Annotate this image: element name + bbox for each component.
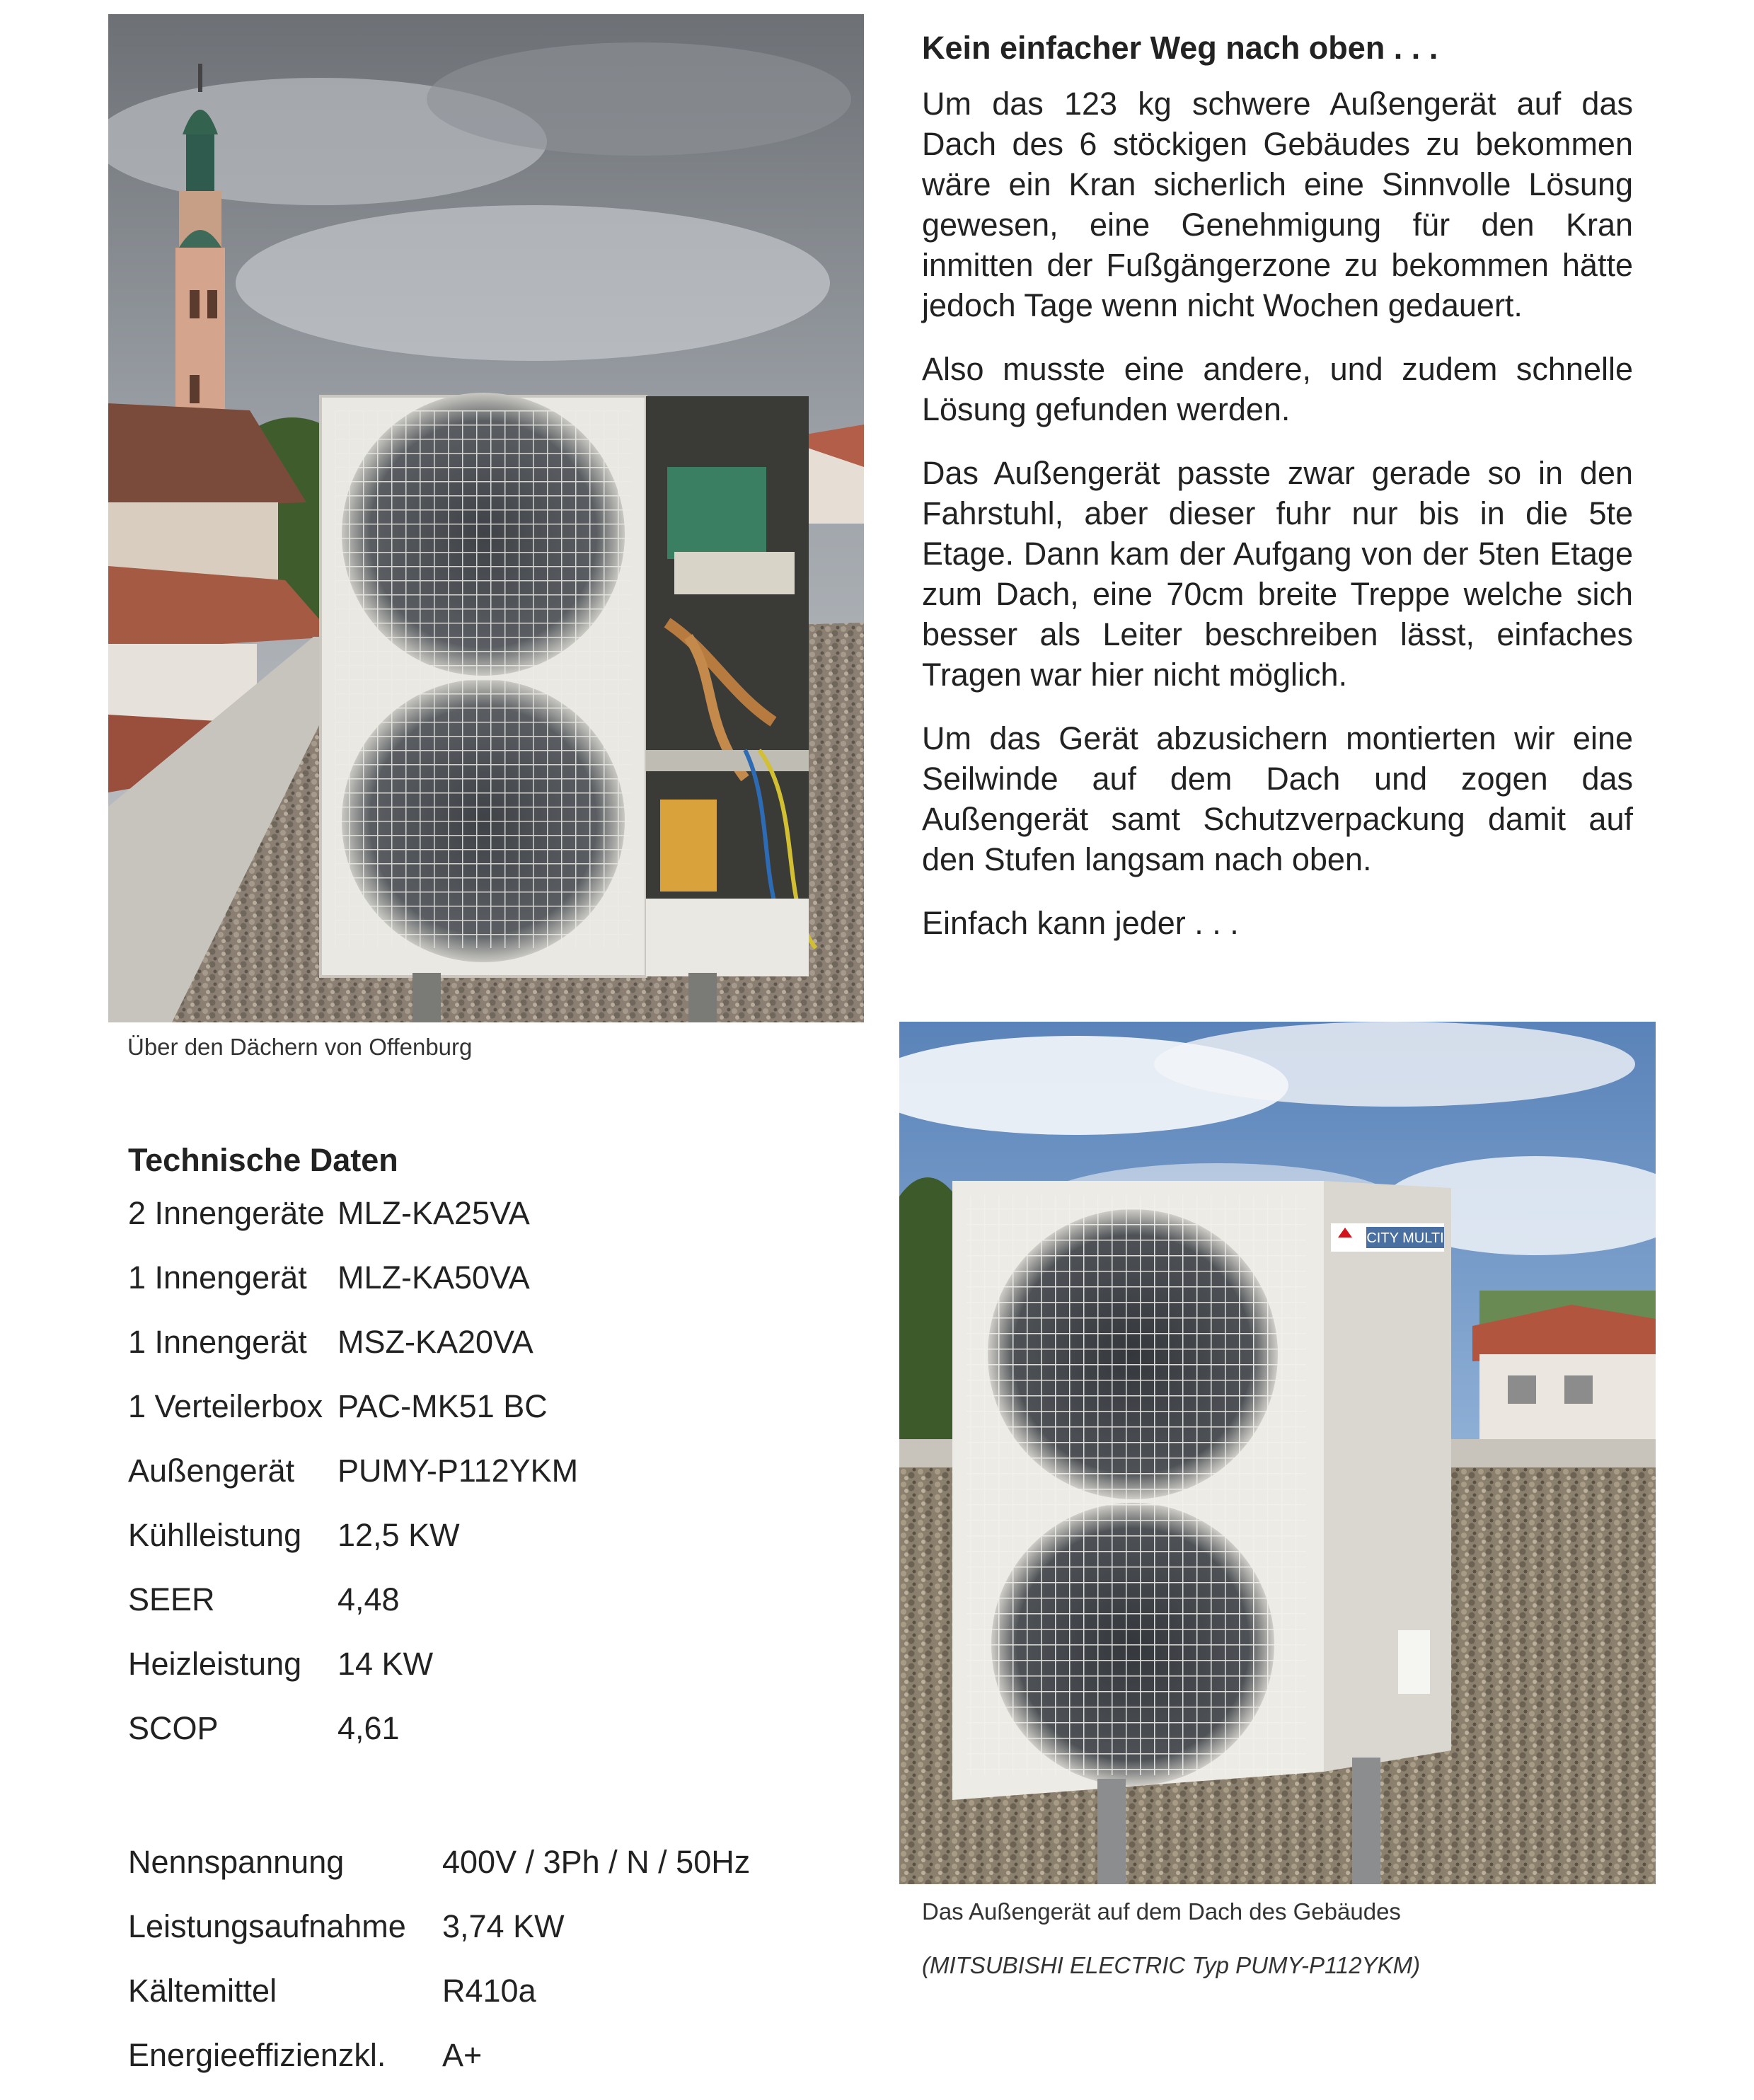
spec-value: R410a (442, 1973, 536, 2009)
spec-label: Heizleistung (128, 1646, 302, 1682)
spec-label: SCOP (128, 1710, 219, 1746)
photo1-caption: Über den Dächern von Offenburg (127, 1034, 473, 1060)
photo-outdoor-unit (899, 1022, 1656, 1884)
spec-label: Kühlleistung (128, 1517, 302, 1553)
article-paragraph: Um das Gerät abzusichern montierten wir eine Seilwinde auf dem Dach und zogen das Außengerät samt Schutzverpackung damit auf den Stufen langsam nach oben. (922, 720, 1633, 877)
rooftop-unit-open-image (108, 14, 864, 1022)
spec-row (128, 1387, 871, 1451)
spec-value: 4,48 (337, 1581, 400, 1617)
spec-value: MLZ-KA25VA (337, 1195, 530, 1231)
spec-row (128, 1971, 871, 2036)
spec-row (128, 1842, 871, 1907)
spec-value: MLZ-KA50VA (337, 1259, 530, 1296)
spec-label: 1 Innengerät (128, 1324, 307, 1360)
spec-label: Außengerät (128, 1453, 295, 1489)
city-multi-logo: CITY MULTI (1366, 1230, 1444, 1246)
article-paragraph: Also musste eine andere, und zudem schnelle Lösung gefunden werden. (922, 351, 1633, 427)
article-text (922, 28, 1633, 967)
spec-row (128, 1907, 871, 1971)
spec-label: SEER (128, 1581, 215, 1617)
technical-data-title: Technische Daten (128, 1142, 398, 1178)
technical-data (128, 1141, 871, 1773)
photo-offenburg-rooftop (108, 14, 864, 1022)
spec-label: 1 Innengerät (128, 1259, 307, 1296)
spec-value: PUMY-P112YKM (337, 1453, 579, 1489)
spec-row (128, 1258, 871, 1322)
spec-value: 4,61 (337, 1710, 400, 1746)
spec-value: 3,74 KW (442, 1908, 565, 1944)
electrical-data (128, 1842, 871, 2100)
spec-value: A+ (442, 2037, 483, 2073)
spec-label: Leistungsaufnahme (128, 1908, 406, 1944)
spec-label: Nennspannung (128, 1844, 345, 1880)
spec-row (128, 1322, 871, 1387)
article-paragraph: Das Außengerät passte zwar gerade so in den Fahrstuhl, aber dieser fuhr nur bis in die 5te Etage. Dann kam der Aufgang von der 5ten Etage zum Dach, eine 70cm breite Treppe welche sich besser als Leiter beschreiben lässt, einfaches Tragen war hier nicht möglich. (922, 455, 1633, 693)
article-closing: Einfach kann jeder . . . (922, 905, 1239, 941)
spec-value: 400V / 3Ph / N / 50Hz (442, 1844, 751, 1880)
spec-row (128, 1580, 871, 1644)
mitsubishi-unit-image (899, 1022, 1656, 1884)
spec-value: 12,5 KW (337, 1517, 460, 1553)
spec-row (128, 1451, 871, 1516)
spec-row (128, 1644, 871, 1709)
spec-row (128, 1194, 871, 1258)
spec-row (128, 1516, 871, 1580)
spec-value: MSZ-KA20VA (337, 1324, 533, 1360)
spec-label: Energieeffizienzkl. (128, 2037, 386, 2073)
spec-value: PAC-MK51 BC (337, 1388, 548, 1424)
spec-row (128, 1709, 871, 1773)
spec-row (128, 2036, 871, 2100)
spec-label: Kältemittel (128, 1973, 277, 2009)
article-paragraph: Um das 123 kg schwere Außengerät auf das Dach des 6 stöckigen Gebäudes zu bekommen wäre ein Kran sicherlich eine Sinnvolle Lösung gewesen, eine Genehmigung für den Kran inmitten der Fußgängerzone zu bekommen hätte jedoch Tage wenn nicht Wochen gedauert. (922, 86, 1633, 323)
spec-value: 14 KW (337, 1646, 434, 1682)
spec-label: 1 Verteilerbox (128, 1388, 323, 1424)
photo2-caption: Das Außengerät auf dem Dach des Gebäudes (922, 1898, 1401, 1925)
article-heading: Kein einfacher Weg nach oben . . . (922, 30, 1438, 66)
spec-label: 2 Innengeräte (128, 1195, 325, 1231)
photo2-model-caption: (MITSUBISHI ELECTRIC Typ PUMY-P112YKM) (922, 1952, 1421, 1978)
